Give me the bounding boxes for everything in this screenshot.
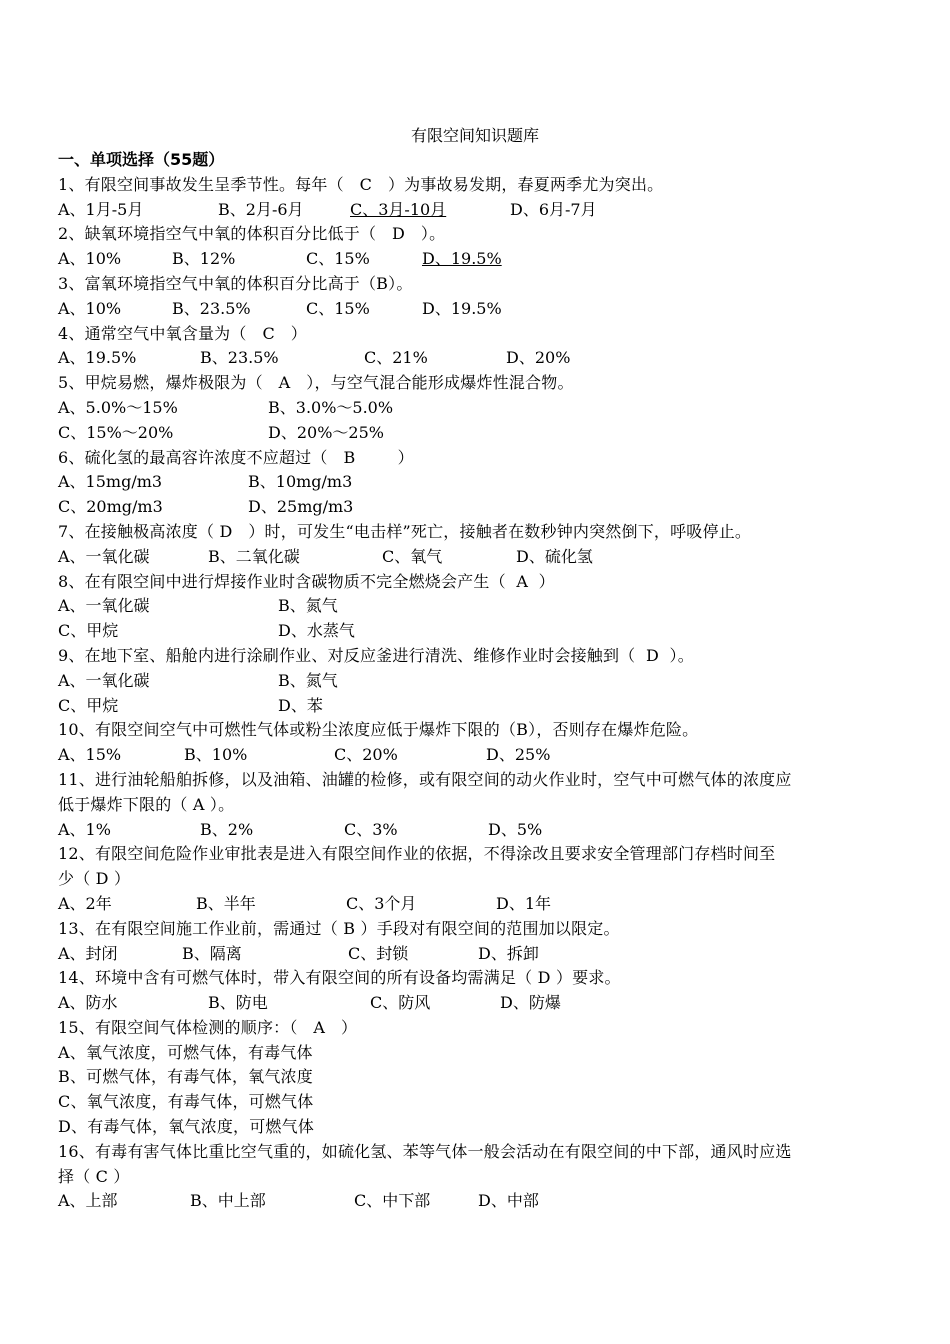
- question-9-options-row1: [58, 669, 908, 694]
- question-2-options: [58, 247, 908, 272]
- question-12-cont: 少（ D ）: [58, 869, 131, 889]
- question-16: 16、有毒有害气体比重比空气重的，如硫化氢、苯等气体一般会活动在有限空间的中下部，通风时应选: [58, 1141, 792, 1161]
- question-13: 13、在有限空间施工作业前，需通过（ B ）手段对有限空间的范围加以限定。: [58, 918, 620, 938]
- option-b: B、23.5%: [172, 298, 251, 318]
- option-a: A、一氧化碳: [58, 670, 150, 690]
- option-c-answer: C、3月-10月: [350, 199, 447, 219]
- option-d: D、5%: [488, 819, 543, 839]
- option-a: A、封闭: [58, 943, 118, 963]
- question-10: 10、有限空间空气中可燃性气体或粉尘浓度应低于爆炸下限的（B），否则存在爆炸危险。: [58, 720, 699, 740]
- question-3-options: [58, 297, 908, 322]
- question-4-options: [58, 346, 908, 371]
- option-a: A、5.0%～15%: [58, 397, 178, 417]
- question-11: 11、进行油轮船舶拆修，以及油箱、油罐的检修，或有限空间的动火作业时，空气中可燃气体的浓度应: [58, 769, 792, 789]
- question-14-options: [58, 991, 908, 1016]
- option-c: C、20mg/m3: [58, 497, 163, 517]
- option-b: B、10%: [184, 745, 248, 765]
- option-b: B、氮气: [278, 670, 338, 690]
- option-d: D、防爆: [500, 993, 561, 1013]
- question-15: 15、有限空间气体检测的顺序：（ A ）: [58, 1017, 358, 1037]
- option-c: C、15%: [306, 249, 370, 269]
- option-c: C、21%: [364, 348, 428, 368]
- question-6-options-row1: [58, 470, 908, 495]
- question-12: 12、有限空间危险作业审批表是进入有限空间作业的依据，不得涂改且要求安全管理部门存档时间至: [58, 844, 776, 864]
- question-3: 3、富氧环境指空气中氧的体积百分比高于（B）。: [58, 273, 413, 293]
- option-c: C、甲烷: [58, 621, 119, 641]
- question-11-options: [58, 818, 908, 843]
- question-8-options-row2: [58, 619, 908, 644]
- section-heading: 一、单项选择（55题）: [58, 150, 225, 169]
- option-a: A、1月-5月: [58, 199, 144, 219]
- question-6: 6、硫化氢的最高容许浓度不应超过（ B ）: [58, 447, 414, 467]
- option-a: A、一氧化碳: [58, 546, 150, 566]
- option-b: B、23.5%: [200, 348, 279, 368]
- option-b: B、防电: [208, 993, 268, 1013]
- option-a: A、上部: [58, 1191, 118, 1211]
- option-b: B、2月-6月: [218, 199, 304, 219]
- option-a: A、10%: [58, 249, 122, 269]
- option-d: D、6月-7月: [510, 199, 597, 219]
- option-c: C、15%: [306, 298, 370, 318]
- option-b: B、2%: [200, 819, 254, 839]
- option-d: D、拆卸: [478, 943, 539, 963]
- option-c: C、中下部: [354, 1191, 431, 1211]
- question-4: 4、通常空气中氧含量为（ C ）: [58, 323, 307, 343]
- question-13-options: [58, 942, 908, 967]
- question-7: 7、在接触极高浓度（ D ）时，可发生“电击样”死亡，接触者在数秒钟内突然倒下，呼吸停止。: [58, 521, 752, 541]
- question-5-options-row2: [58, 421, 908, 446]
- option-a: A、15%: [58, 745, 122, 765]
- option-a: A、防水: [58, 993, 118, 1013]
- question-16-options: [58, 1189, 908, 1214]
- option-c: C、防风: [370, 993, 431, 1013]
- option-c: C、甲烷: [58, 695, 119, 715]
- option-a: A、2年: [58, 893, 112, 913]
- option-d: D、25mg/m3: [248, 497, 354, 517]
- option-b: B、隔离: [182, 943, 242, 963]
- question-6-options-row2: [58, 495, 908, 520]
- option-b: B、二氧化碳: [208, 546, 300, 566]
- question-10-options: [58, 743, 908, 768]
- option-a: A、1%: [58, 819, 111, 839]
- option-c: C、封锁: [348, 943, 409, 963]
- question-5-options-row1: [58, 396, 908, 421]
- option-d: D、苯: [278, 695, 323, 715]
- question-14: 14、环境中含有可燃气体时，带入有限空间的所有设备均需满足（ D ）要求。: [58, 968, 621, 988]
- option-c: C、15%～20%: [58, 422, 174, 442]
- question-9: 9、在地下室、船舱内进行涂刷作业、对反应釜进行清洗、维修作业时会接触到（ D ）。: [58, 645, 694, 665]
- option-b: B、12%: [172, 249, 236, 269]
- option-d-answer: D、19.5%: [422, 249, 502, 269]
- question-15-option-a: A、氧气浓度，可燃气体，有毒气体: [58, 1042, 313, 1062]
- option-d: D、20%～25%: [268, 422, 384, 442]
- option-b: B、半年: [196, 893, 256, 913]
- option-b: B、3.0%～5.0%: [268, 397, 394, 417]
- question-list: [58, 148, 908, 1214]
- option-a: A、10%: [58, 298, 122, 318]
- question-12-options: [58, 892, 908, 917]
- option-c: C、3%: [344, 819, 398, 839]
- option-c: C、3个月: [346, 893, 417, 913]
- option-d: D、中部: [478, 1191, 539, 1211]
- option-a: A、一氧化碳: [58, 596, 150, 616]
- question-7-options: [58, 545, 908, 570]
- option-d: D、硫化氢: [516, 546, 593, 566]
- option-a: A、19.5%: [58, 348, 137, 368]
- question-8-options-row1: [58, 594, 908, 619]
- question-15-option-b: B、可燃气体，有毒气体，氧气浓度: [58, 1067, 313, 1087]
- question-1: 1、有限空间事故发生呈季节性。每年（ C ）为事故易发期，春夏两季尤为突出。: [58, 174, 664, 194]
- question-16-cont: 择（ C ）: [58, 1166, 130, 1186]
- option-d: D、1年: [496, 893, 552, 913]
- question-9-options-row2: [58, 694, 908, 719]
- option-d: D、20%: [506, 348, 571, 368]
- option-b: B、10mg/m3: [248, 472, 353, 492]
- option-d: D、水蒸气: [278, 621, 355, 641]
- option-d: D、25%: [486, 745, 551, 765]
- option-c: C、氧气: [382, 546, 443, 566]
- option-d: D、19.5%: [422, 298, 502, 318]
- question-11-cont: 低于爆炸下限的（ A ）。: [58, 794, 235, 814]
- option-b: B、氮气: [278, 596, 338, 616]
- question-2: 2、缺氧环境指空气中氧的体积百分比低于（ D ）。: [58, 224, 446, 244]
- question-15-option-d: D、有毒气体，氧气浓度，可燃气体: [58, 1117, 315, 1137]
- option-a: A、15mg/m3: [58, 472, 163, 492]
- question-5: 5、甲烷易燃，爆炸极限为（ A ），与空气混合能形成爆炸性混合物。: [58, 373, 574, 393]
- page-title: 有限空间知识题库: [410, 126, 539, 145]
- option-b: B、中上部: [190, 1191, 266, 1211]
- question-8: 8、在有限空间中进行焊接作业时含碳物质不完全燃烧会产生（ A ）: [58, 571, 555, 591]
- question-1-options: [58, 198, 908, 223]
- question-15-option-c: C、氧气浓度，有毒气体，可燃气体: [58, 1092, 314, 1112]
- option-c: C、20%: [334, 745, 398, 765]
